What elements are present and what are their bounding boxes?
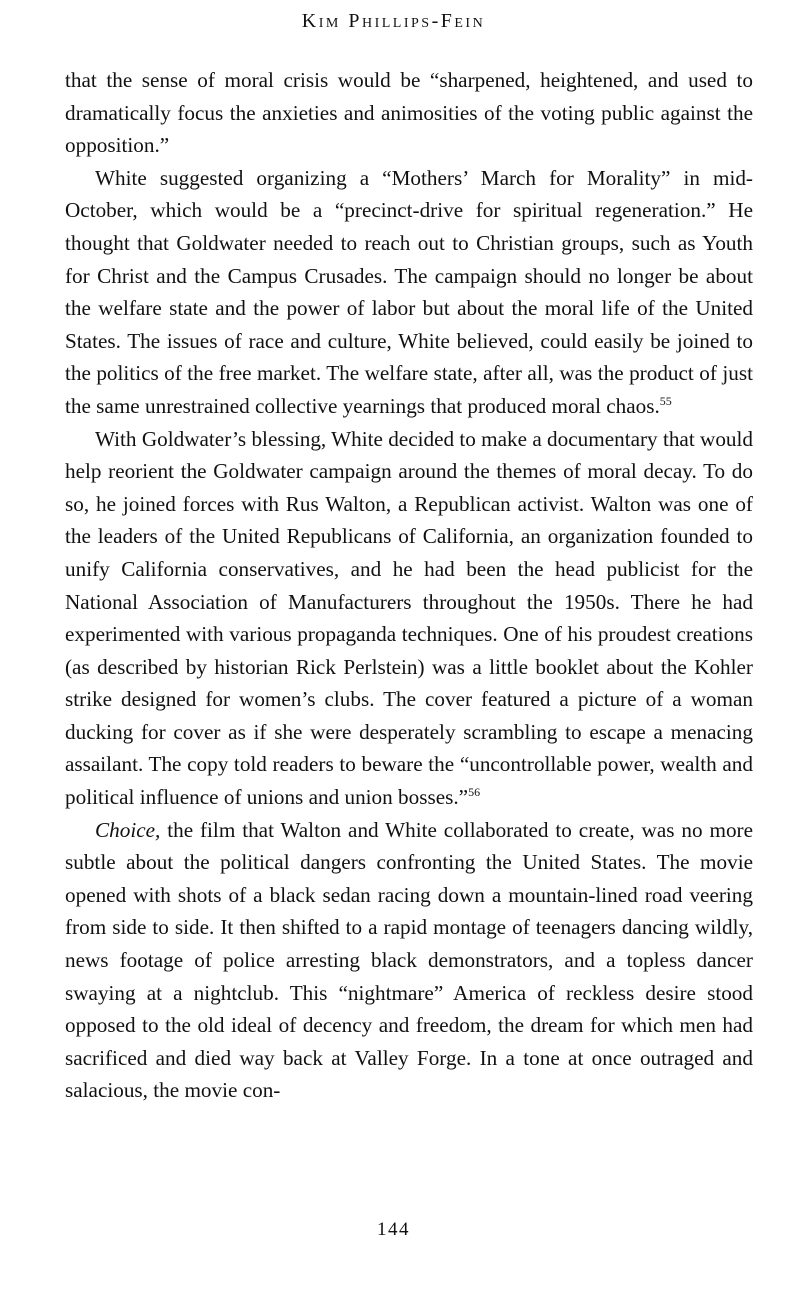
paragraph-4 [65, 814, 753, 1107]
paragraph-2-text: White suggested organizing a “Mothers’ March for Morality” in mid-October, which would be a “precinct-drive for spiritual regeneration.” He thought that Goldwater needed to reach out to Christian groups, such as Youth for Christ and the Campus Crusades. The campaign should no longer be about the welfare state and the power of labor but about the moral life of the United States. The issues of race and culture, White believed, could easily be joined to the politics of the free market. The welfare state, after all, was the product of just the same unrestrained collective yearnings that produced moral chaos. [65, 165, 753, 418]
page-number: 144 [377, 1219, 410, 1240]
paragraph-2 [65, 162, 753, 423]
paragraph-1 [65, 64, 753, 162]
paragraph-1-text: that the sense of moral crisis would be “sharpened, heightened, and used to dramatically focus the anxieties and animosities of the voting public against the opposition.” [65, 68, 753, 158]
paragraph-3 [65, 423, 753, 814]
paragraph-4-text: the film that Walton and White collaborated to create, was no more subtle about the political dangers confronting the United States. The movie opened with shots of a black sedan racing down a mountain-lined road veering from side to side. It then shifted to a rapid montage of teenagers dancing wildly, news footage of police arresting black demonstrators, and a topless dancer swaying at a nightclub. This “nightmare” America of reckless desire stood opposed to the old ideal of decency and freedom, the dream for which men had sacrificed and died way back at Valley Forge. In a tone at once outraged and salacious, the movie con- [65, 817, 753, 1103]
footnote-ref-55: 55 [659, 393, 672, 408]
paragraph-3-text: With Goldwater’s blessing, White decided to make a documentary that would help reorient the Goldwater campaign around the themes of moral decay. To do so, he joined forces with Rus Walton, a Republican activist. Walton was one of the leaders of the United Republicans of California, an organization founded to unify California conservatives, and he had been the head publicist for the National Association of Manufacturers throughout the 1950s. There he had experimented with various propaganda techniques. One of his proudest creations (as described by historian Rick Perlstein) was a little booklet about the Kohler strike designed for women’s clubs. The cover featured a picture of a woman ducking for cover as if she were desperately scrambling to escape a menacing assailant. The copy told readers to beware the “uncontrollable power, wealth and political influence of unions and union bosses.” [65, 426, 753, 810]
footnote-ref-56: 56 [468, 785, 481, 799]
body-text [65, 64, 753, 1107]
film-title: Choice, [95, 817, 161, 842]
running-head: Kim Phillips-Fein [301, 10, 486, 32]
